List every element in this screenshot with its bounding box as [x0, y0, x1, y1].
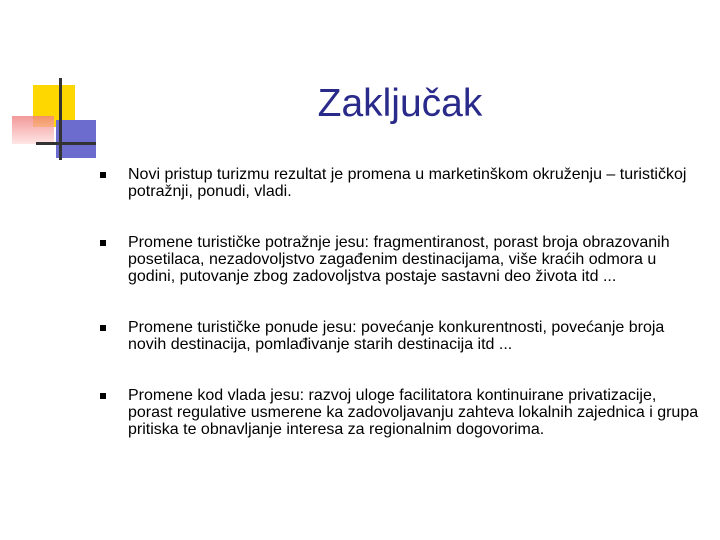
bullet-text: Novi pristup turizmu rezultat je promena u marketinškom okruženju – turističkoj potražnji, ponudi, vladi.: [128, 166, 687, 200]
blue-square: [56, 120, 96, 158]
horizontal-line: [36, 142, 96, 145]
bullet-marker-icon: [100, 393, 106, 399]
bullet-list: [100, 166, 705, 472]
bullet-text: Promene turističke ponude jesu: povećanje konkurentnosti, povećanje broja novih destinacija, pomlađivanje starih destinacija itd ...: [128, 319, 665, 353]
bullet-marker-icon: [100, 240, 106, 246]
bullet-marker-icon: [100, 325, 106, 331]
slide-title: Zaključak: [317, 82, 483, 125]
bullet-item: [100, 319, 705, 353]
bullet-item: [100, 387, 705, 438]
bullet-item: [100, 234, 705, 285]
vertical-line: [59, 78, 62, 160]
decorative-logo: [0, 0, 110, 170]
bullet-text: Promene turističke potražnje jesu: fragmentiranost, porast broja obrazovanih posetilaca, nezadovoljstvo zagađenim destinacijama, više kraćih odmora u godini, putovanje zbog zadovoljstva postaje sastavni deo života itd ...: [128, 234, 670, 285]
bullet-item: [100, 166, 705, 200]
bullet-text: Promene kod vlada jesu: razvoj uloge facilitatora kontinuirane privatizacije, porast regulative usmerene ka zadovoljavanju zahteva lokalnih zajednica i grupa pritiska te obnavljanje interesa za regionalnim dogovorima.: [128, 387, 699, 438]
bullet-marker-icon: [100, 172, 106, 178]
red-square: [12, 116, 54, 144]
